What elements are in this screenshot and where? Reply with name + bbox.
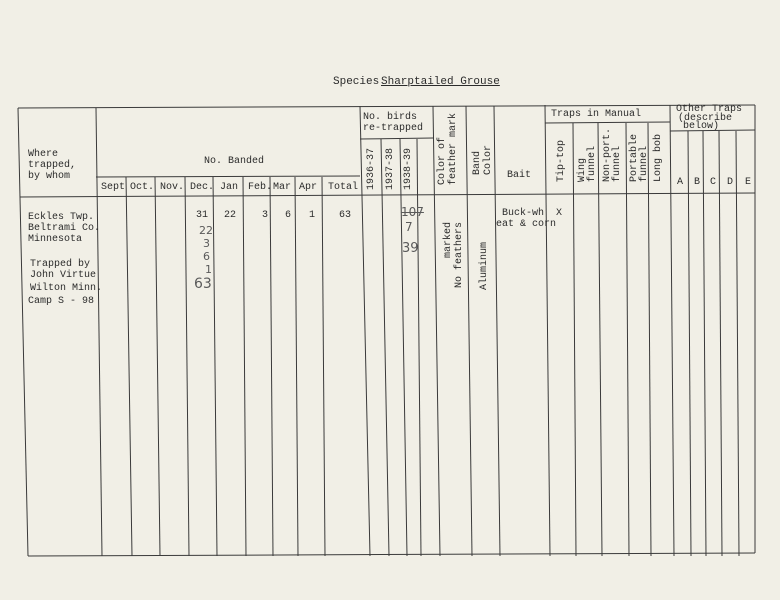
no-banded-header: No. Banded [204, 156, 265, 167]
month-nov: Nov. [160, 182, 185, 193]
bait-header: Bait [507, 170, 532, 181]
apr-value: 1 [309, 210, 316, 221]
trap-tip-top: Tip-top [556, 139, 567, 182]
where-header-line1: Where [28, 149, 59, 160]
handwritten-retrap-3: 39 [402, 241, 419, 256]
year-1937-38: 1937-38 [385, 147, 396, 190]
other-trap-c: C [710, 177, 717, 188]
month-jan: Jan [220, 182, 239, 193]
other-traps-header-line3: below) [683, 121, 720, 132]
jan-value: 22 [224, 210, 237, 221]
trapper-line4: Camp S - 98 [28, 296, 95, 307]
feb-value: 3 [262, 210, 269, 221]
no-birds-header-line1: No. birds [363, 112, 418, 123]
feather-mark-header-line1: Color of [437, 136, 448, 185]
band-color-value: Aluminum [479, 241, 490, 290]
month-sept: Sept [101, 182, 126, 193]
month-mar: Mar [273, 182, 292, 193]
dec-value: 31 [196, 210, 209, 221]
trap-portable-line1: Portable [629, 133, 640, 182]
month-total: Total [328, 182, 359, 193]
species-label: Species [333, 76, 380, 88]
tip-top-mark: X [556, 208, 563, 219]
handwritten-dec-4: 1 [205, 263, 212, 276]
total-value: 63 [339, 210, 352, 221]
year-1938-39: 1938-39 [403, 147, 414, 190]
feather-mark-no-feathers: No feathers [454, 221, 465, 288]
bait-line2: eat & corn [496, 219, 557, 230]
feather-mark-header-line2: feather mark [448, 112, 459, 185]
handwritten-dec-1: 22 [199, 224, 213, 237]
other-trap-b: B [694, 177, 701, 188]
month-apr: Apr [299, 182, 318, 193]
bait-line1: Buck-wh [502, 208, 545, 219]
trapper-line2: John Virtue [30, 270, 97, 281]
other-trap-e: E [745, 177, 752, 188]
traps-manual-header: Traps in Manual [551, 109, 642, 120]
other-traps-header-line1: Other Traps [676, 104, 743, 115]
band-color-header-line1: Band [472, 150, 483, 175]
no-birds-header-line2: re-trapped [363, 123, 424, 134]
handwritten-dec-5: 63 [194, 276, 212, 292]
month-feb: Feb. [248, 182, 273, 193]
year-1936-37: 1936-37 [366, 147, 377, 190]
handwritten-dec-3: 6 [203, 250, 210, 263]
trap-wing-line2: funnel [587, 145, 598, 182]
location-line2: Beltrami Co. [28, 223, 101, 234]
trap-nonport-line2: funnel [612, 145, 623, 182]
other-trap-a: A [677, 177, 684, 188]
where-header-line2: trapped, [28, 160, 77, 171]
trap-portable-line2: funnel [639, 145, 650, 182]
location-line1: Eckles Twp. [28, 212, 95, 223]
where-header-line3: by whom [28, 171, 71, 182]
band-color-header-line2: Color [483, 144, 494, 175]
trapper-line1: Trapped by [30, 259, 91, 270]
trap-long-bob: Long bob [653, 133, 664, 182]
other-trap-d: D [727, 177, 734, 188]
trapper-line3: Wilton Minn. [30, 283, 103, 294]
handwritten-dec-2: 3 [203, 237, 210, 250]
species-value: Sharptailed Grouse [381, 76, 500, 88]
month-oct: Oct. [130, 182, 155, 193]
mar-value: 6 [285, 210, 292, 221]
trap-nonport-line1: Non-port. [602, 127, 613, 182]
location-line3: Minnesota [28, 234, 83, 245]
month-dec: Dec. [190, 182, 215, 193]
feather-mark-marked: marked [443, 221, 454, 258]
other-traps-header-line2: (describe [678, 113, 733, 124]
handwritten-retrap-1: 107 [401, 205, 424, 219]
handwritten-retrap-2: 7 [405, 220, 413, 234]
trap-wing-line1: Wing [577, 157, 588, 182]
